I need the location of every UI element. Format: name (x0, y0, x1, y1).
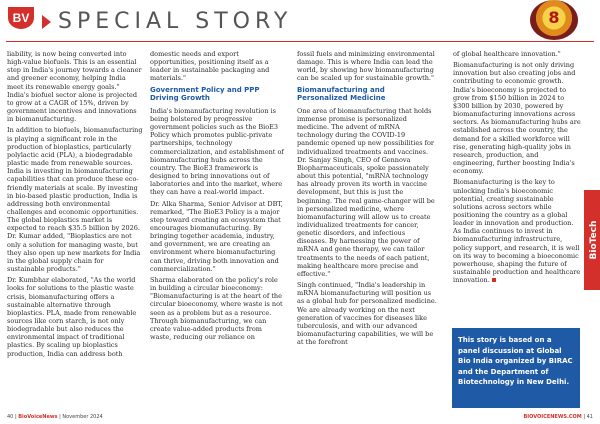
paragraph: Biomanufacturing is not only driving innovation but also creating jobs and contributing to economic growth. India's bioeconomy is projected to grow from $150 billion in 2024 to $300 billion by 2030, powered by biomanufacturing innovations across sectors. As biomanufacturing hubs are established across the country, the demand for a skilled workforce will rise, generating high-quality jobs in research, production, and engineering, further boosting India's economy. (453, 61, 581, 176)
paragraph: Singh continued, "India's leadership in mRNA biomanufacturing will position us as a global hub for personalized medicine. We are already working on the next generation of vaccines for diseases like tuberculosis, and with our advanced biomanufacturing capabilities, we will be at the forefront (297, 281, 437, 347)
badge-number: 8 (548, 8, 560, 27)
note-box: This story is based on a panel discussion at Global Bio India organized by BIRAC and the Department of Biotechnology in New Delhi. (452, 328, 580, 408)
column-3 (297, 50, 437, 349)
paragraph: of global healthcare innovation." (453, 50, 561, 58)
paragraph: India's biomanufacturing revolution is being bolstered by progressive government policies such as the BioE3 Policy which promotes public-private partnerships, technology commercialization, and establishment of biomanufacturing hubs across the country. The BioE3 framework is designed to bring innovations out of laboratories and into the market, where they can have a real-world impact. (150, 106, 284, 197)
page-header (0, 0, 600, 48)
paragraph: Sharma elaborated on the policy's role in building a circular bioeconomy: "Biomanufacturing is at the heart of the circular bioeconomy, where waste is not seen as a problem but as a resource. Through biomanufacturing, we can create value-added products from waste, reducing our reliance on (150, 275, 283, 342)
paragraph: fossil fuels and minimizing environmental damage. This is where India can lead the world, by showing how biomanufacturing can be scaled up for sustainable growth." (297, 50, 435, 83)
paragraph: In addition to biofuels, biomanufacturing is playing a significant role in the production of bioplastics, particularly polylactic acid (PLA), a biodegradable plastic made from renewable sources. India is investing in biomanufacturing capabilities that can produce these eco-friendly materials at scale. By investing in bio-based plastic production, India is addressing both environmental challenges and economic opportunities. The global bioplastics market is expected to reach $35.5 billion by 2026. Dr. Kumar added, "Bioplastics are not only a solution for managing waste, but they also open up new markets for India in the global supply chain for sustainable products." (7, 126, 143, 274)
paragraph: One area of biomanufacturing that holds immense promise is personalized medicine. The advent of mRNA technology during the COVID-19 pandemic opened up new possibilities for individualized treatments and vaccines. Dr. Sanjay Singh, CEO of Gennova Biopharmaceuticals, spoke passionately about this potential, "mRNA technology has already proven its worth in vaccine development, but this is just the beginning. The real game-changer will be in personalized medicine, where biomanufacturing will allow us to create individualized treatments for cancer, genetic disorders, and infectious diseases. By harnessing the power of mRNA and gene therapy, we can tailor treatments to the needs of each patient, making healthcare more precise and effective." (297, 106, 435, 278)
closing-text: Biomanufacturing is the key to unlocking India's bioeconomic potential, creating sustainable solutions across sectors while positioning the country as a global leader in innovation and production. As India continues to invest in biomanufacturing infrastructure, policy support, and research, it is well on its way to becoming a bioeconomic powerhouse, shaping the future of sustainable production and healthcare innovation. (453, 178, 581, 285)
section-title: SPECIAL STORY (58, 9, 293, 34)
footer-brand-left: BioVoiceNews (18, 414, 58, 420)
footer-right: BIOVOICENEWS.COM | 41 (523, 414, 593, 420)
column-1 (7, 50, 143, 361)
anniversary-badge-icon (530, 0, 578, 40)
biotech-side-tab (584, 190, 600, 290)
footer-date: November 2024 (62, 414, 103, 420)
paragraph: Dr. Kumbhar elaborated, "As the world looks for solutions to the plastic waste crisis, biomanufacturing offers a sustainable alternative through bioplastics. PLA, made from renewable sources like corn starch, is not only biodegradable but also reduces the environmental impact of traditional plastics. By scaling up bioplastics production, India can address both (7, 276, 137, 358)
footer-left: 40 | BioVoiceNews | November 2024 (7, 414, 103, 420)
page-number-right: 41 (586, 414, 593, 420)
paragraph (453, 178, 581, 284)
page-number-left: 40 (7, 414, 14, 420)
arrow-icon (42, 15, 51, 29)
footer-brand-right: BIOVOICENEWS.COM (523, 414, 582, 420)
column-2 (150, 50, 285, 344)
paragraph: Dr. Alka Sharma, Senior Advisor at DBT, remarked, "The BioE3 Policy is a major step toward creating an ecosystem that encourages biomanufacturing. By bringing together academia, industry, and government, we are creating an environment where biomanufacturing can thrive, driving both innovation and commercialization." (150, 199, 283, 273)
column-4 (453, 50, 581, 287)
subheading: Government Policy and PPP Driving Growth (150, 85, 260, 103)
end-mark-icon (492, 278, 496, 282)
paragraph: liability, is now being converted into high-value biofuels. This is an essential step in India's journey towards a cleaner and greener economy, helping India meet its renewable energy goals." India's biofuel sector alone is projected to grow at a CAGR of 15%, driven by government incentives and innovations in biomanufacturing. (7, 50, 142, 124)
subheading: Biomanufacturing and Personalized Medicine (297, 85, 386, 103)
biovoice-logo: BV (8, 7, 34, 29)
header-rule (6, 41, 594, 42)
page-footer (0, 411, 600, 424)
side-tab-label: BioTech (589, 220, 599, 260)
paragraph: domestic needs and export opportunities, positioning itself as a leader in sustainable packaging and materials." (150, 50, 270, 83)
